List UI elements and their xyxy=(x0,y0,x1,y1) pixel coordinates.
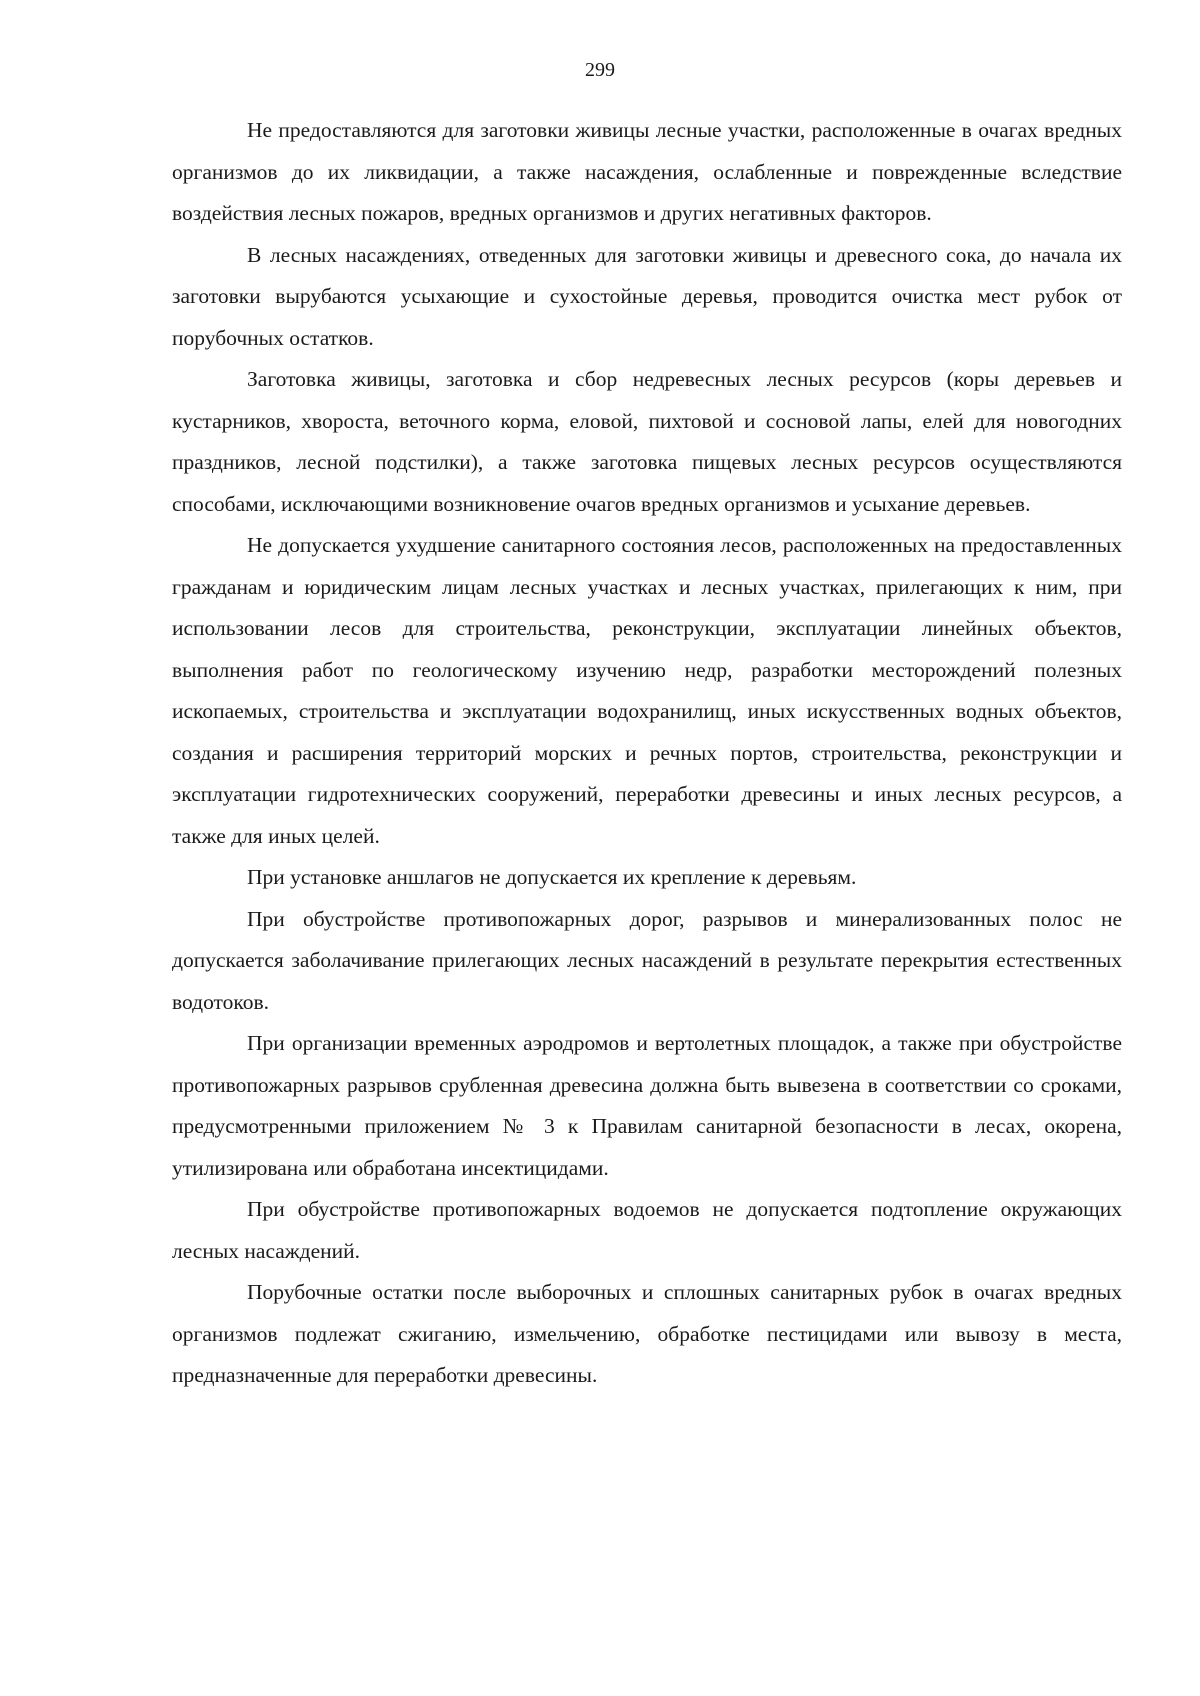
paragraph: Порубочные остатки после выборочных и сплошных санитарных рубок в очагах вредных организмов подлежат сжиганию, измельчению, обработке пестицидами или вывозу в места, предназначенные для переработки древесины. xyxy=(172,1280,1122,1387)
page-number: 299 xyxy=(585,59,615,81)
paragraph: При обустройстве противопожарных дорог, разрывов и минерализованных полос не допускается заболачивание прилегающих лесных насаждений в результате перекрытия естественных водотоков. xyxy=(172,906,1122,1014)
paragraph: При установке аншлагов не допускается их крепление к деревьям. xyxy=(247,865,857,889)
paragraph: В лесных насаждениях, отведенных для заготовки живицы и древесного сока, до начала их заготовки вырубаются усыхающие и сухостойные деревья, проводится очистка мест рубок от порубочных остатков. xyxy=(172,242,1122,350)
paragraph: При организации временных аэродромов и вертолетных площадок, а также при обустройстве противопожарных разрывов срубленная древесина должна быть вывезена в соответствии со сроками, предусмотренными приложением № 3 к Правилам санитарной безопасности в лесах, окорена, утилизирована или обработана инсектицидами. xyxy=(172,1031,1122,1180)
paragraph: При обустройстве противопожарных водоемов не допускается подтопление окружающих лесных насаждений. xyxy=(172,1197,1122,1263)
paragraph: Не допускается ухудшение санитарного состояния лесов, расположенных на предоставленных гражданам и юридическим лицам лесных участках и лесных участках, прилегающих к ним, при использовании лесов для строительства, реконструкции, эксплуатации линейных объектов, выполнения работ по геологическому изучению недр, разработки месторождений полезных ископаемых, строительства и эксплуатации водохранилищ, иных искусственных водных объектов, создания и расширения территорий морских и речных портов, строительства, реконструкции и эксплуатации гидротехнических сооружений, переработки древесины и иных лесных ресурсов, а также для иных целей. xyxy=(172,533,1122,848)
paragraph: Заготовка живицы, заготовка и сбор недревесных лесных ресурсов (коры деревьев и кустарников, хвороста, веточного корма, еловой, пихтовой и сосновой лапы, елей для новогодних праздников, лесной подстилки), а также заготовка пищевых лесных ресурсов осуществляются способами, исключающими возникновение очагов вредных организмов и усыхание деревьев. xyxy=(172,367,1122,516)
paragraph: Не предоставляются для заготовки живицы лесные участки, расположенные в очагах вредных организмов до их ликвидации, а также насаждения, ослабленные и поврежденные вследствие воздействия лесных пожаров, вредных организмов и других негативных факторов. xyxy=(172,118,1122,225)
document-body xyxy=(172,110,1122,1397)
